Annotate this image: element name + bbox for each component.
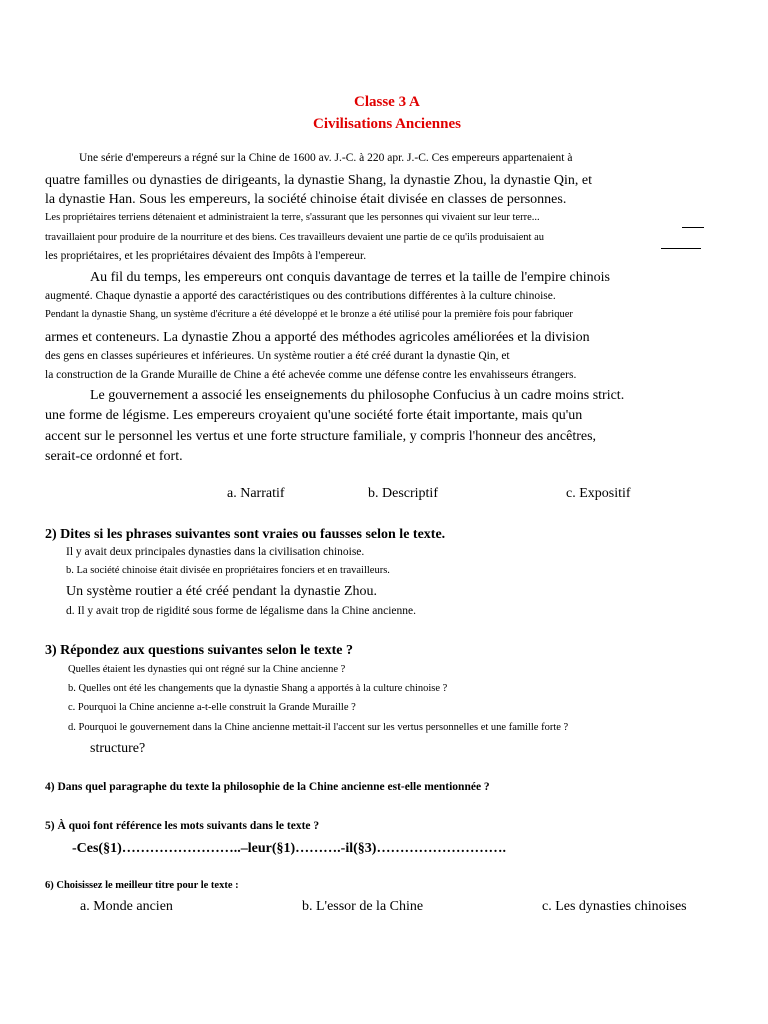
title-class: Classe 3 A	[354, 94, 420, 110]
underline-mark	[682, 227, 704, 228]
q2-heading: 2) Dites si les phrases suivantes sont vraies ou fausses selon le texte.	[45, 527, 446, 542]
q2-item-a: Il y avait deux principales dynasties dans la civilisation chinoise.	[66, 546, 365, 558]
q3-heading: 3) Répondez aux questions suivantes selon le texte ?	[45, 643, 354, 658]
q5-heading: 5) À quoi font référence les mots suivants dans le texte ?	[45, 820, 320, 832]
p1-line-6: les propriétaires, et les propriétaires dévaient des Impôts à l'empereur.	[45, 250, 367, 262]
p2-line-2: augmenté. Chaque dynastie a apporté des caractéristiques ou des contributions différentes à la culture chinoise.	[45, 290, 556, 302]
q1-option-b: b. Descriptif	[368, 486, 438, 501]
q3-item-c: c. Pourquoi la Chine ancienne a-t-elle construit la Grande Muraille ?	[68, 702, 356, 713]
p3-line-2: une forme de légisme. Les empereurs croyaient qu'une société forte était importante, mais qu'un	[45, 408, 583, 423]
p2-line-5: des gens en classes supérieures et inférieures. Un système routier a été créé durant la dynastie Qin, et	[45, 350, 510, 362]
underline-mark	[661, 248, 701, 249]
q6-option-b: b. L'essor de la Chine	[302, 899, 424, 914]
p1-line-3: la dynastie Han. Sous les empereurs, la société chinoise était divisée en classes de personnes.	[45, 192, 567, 207]
p1-line-2: quatre familles ou dynasties de dirigeants, la dynastie Shang, la dynastie Zhou, la dynastie Qin, et	[45, 173, 593, 188]
q1-option-a: a. Narratif	[227, 486, 285, 501]
q2-item-d: d. Il y avait trop de rigidité sous forme de légalisme dans la Chine ancienne.	[66, 605, 417, 617]
q5-items: -Ces(§1)……………………..–leur(§1)……….-il(§3)……………………….	[72, 841, 506, 856]
p2-line-6: la construction de la Grande Muraille de Chine a été achevée comme une défense contre les envahisseurs étrangers.	[45, 369, 577, 381]
q3-item-d-continued: structure?	[90, 741, 146, 756]
q3-item-a: Quelles étaient les dynasties qui ont régné sur la Chine ancienne ?	[68, 664, 346, 675]
q6-option-a: a. Monde ancien	[80, 899, 173, 914]
p3-line-1: Le gouvernement a associé les enseignements du philosophe Confucius à un cadre moins strict.	[90, 388, 625, 403]
p2-line-1: Au fil du temps, les empereurs ont conquis davantage de terres et la taille de l'empire chinois	[90, 270, 610, 285]
p1-line-5: travaillaient pour produire de la nourriture et des biens. Ces travailleurs devaient une partie de ce qu'ils produisaient au	[45, 232, 545, 243]
p1-line-4: Les propriétaires terriens détenaient et administraient la terre, s'assurant que les personnes qui vivaient sur leur terre...	[45, 212, 540, 223]
p3-line-4: serait-ce ordonné et fort.	[45, 449, 183, 464]
q2-item-c: Un système routier a été créé pendant la dynastie Zhou.	[66, 584, 377, 599]
p3-line-3: accent sur le personnel les vertus et une forte structure familiale, y compris l'honneur des ancêtres,	[45, 429, 597, 444]
title-subject: Civilisations Anciennes	[313, 116, 461, 132]
q3-item-b: b. Quelles ont été les changements que la dynastie Shang a apportés à la culture chinoise ?	[68, 683, 448, 694]
p2-line-3: Pendant la dynastie Shang, un système d'écriture a été développé et le bronze a été utilisé pour la première fois pour fabriquer	[45, 309, 573, 320]
q3-item-d: d. Pourquoi le gouvernement dans la Chine ancienne mettait-il l'accent sur les vertus personnelles et une famille forte ?	[68, 722, 569, 733]
p2-line-4: armes et conteneurs. La dynastie Zhou a apporté des méthodes agricoles améliorées et la division	[45, 330, 590, 345]
p1-line-1: Une série d'empereurs a régné sur la Chine de 1600 av. J.-C. à 220 apr. J.-C. Ces empereurs appartenaient à	[79, 152, 573, 164]
q6-option-c: c. Les dynasties chinoises	[542, 899, 687, 914]
q1-option-c: c. Expositif	[566, 486, 631, 501]
q4-heading: 4) Dans quel paragraphe du texte la philosophie de la Chine ancienne est-elle mentionnée ?	[45, 781, 490, 793]
q6-heading: 6) Choisissez le meilleur titre pour le texte :	[45, 880, 239, 891]
q2-item-b: b. La société chinoise était divisée en propriétaires fonciers et en travailleurs.	[66, 565, 390, 576]
